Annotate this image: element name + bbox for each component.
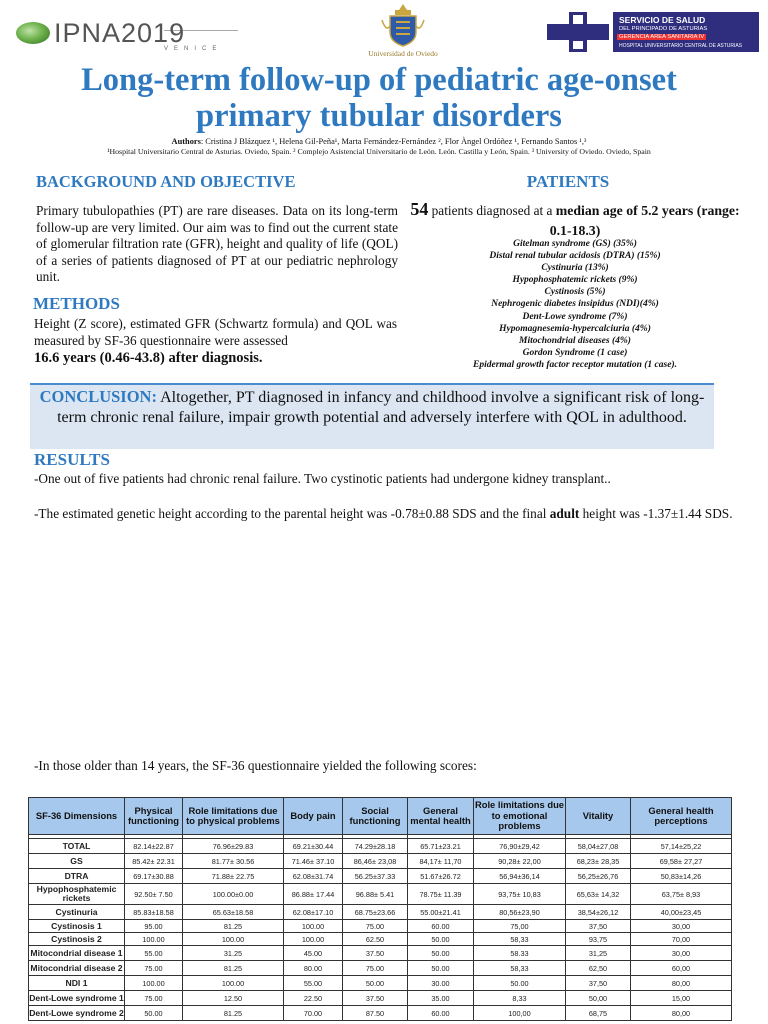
affiliations-line: ¹Hospital Universitario Central de Asturias. Oviedo, Spain. ² Complejo Asistencial Universitario de León. León. Castilla y León, Spain. ³ University of Oviedo. Oviedo, Spain — [107, 147, 651, 156]
diagnosis-item: Dent-Lowe syndrome (7%) — [522, 311, 628, 322]
table-cell: 55.00±21.41 — [408, 905, 474, 920]
results-paragraph-renal: -One out of five patients had chronic renal failure. Two cystinotic patients had undergone kidney transplant.. — [34, 471, 611, 486]
table-cell: 65,63± 14,32 — [566, 884, 631, 905]
table-cell: 69,58± 27,27 — [631, 854, 732, 869]
table-cell: 55.00 — [284, 976, 343, 991]
results-heading: RESULTS — [34, 450, 110, 469]
health-cross-icon — [547, 12, 609, 52]
table-cell: 90,28± 22,00 — [474, 854, 566, 869]
table-cell: 84,17± 11,70 — [408, 854, 474, 869]
diagnosis-item: Gordon Syndrome (1 case) — [522, 347, 628, 358]
table-cell: 81.25 — [183, 1006, 284, 1021]
university-oviedo-logo — [355, 2, 451, 62]
table-header-row — [29, 798, 732, 835]
table-header-cell: Physical functioning — [125, 798, 183, 835]
table-cell: 56.25±37.33 — [343, 869, 408, 884]
results-height-adult: adult — [549, 506, 580, 521]
table-cell: 100.00 — [183, 976, 284, 991]
ipna-2019-logo — [12, 14, 240, 54]
diagnosis-item: Hypomagnesemia-hypercalciuria (4%) — [499, 323, 651, 334]
table-row — [29, 991, 732, 1006]
table-cell: 80.00 — [284, 961, 343, 976]
table-row-label: NDI 1 — [29, 976, 125, 991]
table-cell: 40,00±23,45 — [631, 905, 732, 920]
table-row — [29, 961, 732, 976]
table-cell: 31,25 — [566, 946, 631, 961]
diagnoses-list — [408, 238, 742, 371]
table-header-cell: Body pain — [284, 798, 343, 835]
table-cell: 92.50± 7.50 — [125, 884, 183, 905]
table-cell: 100.00 — [284, 933, 343, 946]
table-cell: 58,33 — [474, 961, 566, 976]
table-cell: 81.25 — [183, 961, 284, 976]
table-cell: 62.08±31.74 — [284, 869, 343, 884]
sespa-logo — [545, 10, 760, 52]
table-row-label: DTRA — [29, 869, 125, 884]
table-header-cell: Role limitations due to physical problems — [183, 798, 284, 835]
table-cell: 69.17±30.88 — [125, 869, 183, 884]
table-header-cell: Social functioning — [343, 798, 408, 835]
results-paragraph-height — [34, 506, 737, 523]
table-row — [29, 976, 732, 991]
table-cell: 50.00 — [408, 961, 474, 976]
table-cell: 56,94±36,14 — [474, 869, 566, 884]
methods-heading: METHODS — [33, 294, 120, 313]
table-cell: 69.21±30.44 — [284, 839, 343, 854]
table-row — [29, 869, 732, 884]
table-cell: 50.00 — [125, 1006, 183, 1021]
background-heading: BACKGROUND AND OBJECTIVE — [36, 172, 296, 191]
table-cell: 50.00 — [474, 976, 566, 991]
sespa-line: SERVICIO DE SALUD — [619, 15, 706, 25]
sespa-line: DEL PRINCIPADO DE ASTURIAS — [619, 26, 708, 32]
ipna-logo-subtext: VENICE — [164, 46, 223, 52]
ipna-logo-text: IPNA2019 — [54, 18, 186, 48]
conclusion-label: CONCLUSION: — [39, 387, 157, 406]
methods-followup-duration: 16.6 years (0.46-43.8) after diagnosis. — [34, 350, 263, 366]
results-height-final: height was -1.37±1.44 SDS. — [579, 506, 733, 521]
table-cell: 45.00 — [284, 946, 343, 961]
table-cell: 50.00 — [408, 933, 474, 946]
table-cell: 87.50 — [343, 1006, 408, 1021]
diagnosis-item: Epidermal growth factor receptor mutation (1 case). — [473, 359, 677, 370]
table-cell: 37,50 — [566, 920, 631, 933]
table-cell: 62,50 — [566, 961, 631, 976]
patients-summary — [408, 199, 742, 241]
table-row-label: TOTAL — [29, 839, 125, 854]
university-caption: Universidad de Oviedo — [368, 49, 438, 58]
table-cell: 60,00 — [631, 961, 732, 976]
table-cell: 74.29±28.18 — [343, 839, 408, 854]
table-cell: 50.00 — [343, 976, 408, 991]
table-header-cell: SF-36 Dimensions — [29, 798, 125, 835]
diagnosis-item: Hypophosphatemic rickets (9%) — [512, 275, 638, 286]
patients-pre-text: patients diagnosed at a — [428, 203, 556, 218]
table-cell: 82.14±22.87 — [125, 839, 183, 854]
table-header-cell: Vitality — [566, 798, 631, 835]
table-cell: 78.75± 11.39 — [408, 884, 474, 905]
table-cell: 62.08±17.10 — [284, 905, 343, 920]
table-cell: 85.83±18.58 — [125, 905, 183, 920]
patients-median-age: median age of 5.2 years (range: 0.1-18.3) — [549, 203, 740, 238]
conclusion-body: Altogether, PT diagnosed in infancy and childhood involve a significant risk of long-term chronic renal failure, impair growth potential and adversely interfere with QOL in adulthood. — [57, 389, 705, 426]
table-cell: 58,04±27,08 — [566, 839, 631, 854]
methods-text: Height (Z score), estimated GFR (Schwartz formula) and QOL was measured by SF-36 questionnaire were assessed — [34, 316, 397, 348]
table-cell: 100.00 — [284, 920, 343, 933]
table-cell: 60.00 — [408, 1006, 474, 1021]
table-cell: 68,75 — [566, 1006, 631, 1021]
table-cell: 50,00 — [566, 991, 631, 1006]
sf36-scores-table — [28, 797, 732, 1021]
table-cell: 75.00 — [343, 961, 408, 976]
table-row — [29, 1006, 732, 1021]
table-cell: 71.46± 37.10 — [284, 854, 343, 869]
table-cell: 81.25 — [183, 920, 284, 933]
authors-label: Authors — [171, 137, 201, 146]
table-header-cell: Role limitations due to emotional problems — [474, 798, 566, 835]
university-crest-icon — [378, 2, 428, 48]
table-row-label: Mitocondrial disease 2 — [29, 961, 125, 976]
patients-heading: PATIENTS — [526, 172, 610, 191]
table-cell: 85.42± 22.31 — [125, 854, 183, 869]
table-cell: 80,00 — [631, 976, 732, 991]
table-row — [29, 854, 732, 869]
table-cell: 75.00 — [125, 991, 183, 1006]
table-cell: 70,00 — [631, 933, 732, 946]
table-row-label: Cystinosis 2 — [29, 933, 125, 946]
table-cell: 58,33 — [474, 933, 566, 946]
table-cell: 60.00 — [408, 920, 474, 933]
table-cell: 68.75±23.66 — [343, 905, 408, 920]
table-cell: 86,46± 23,08 — [343, 854, 408, 869]
poster-title: Long-term follow-up of pediatric age-onset primary tubular disorders — [81, 62, 677, 134]
table-cell: 35.00 — [408, 991, 474, 1006]
table-cell: 93,75± 10,83 — [474, 884, 566, 905]
conclusion-text — [32, 387, 712, 427]
sespa-line: GERENCIA AREA SANITARIA IV — [619, 34, 705, 40]
table-cell: 93,75 — [566, 933, 631, 946]
table-cell: 38,54±26,12 — [566, 905, 631, 920]
table-row — [29, 905, 732, 920]
results-paragraph-sf36: -In those older than 14 years, the SF-36 questionnaire yielded the following scores: — [34, 758, 477, 773]
table-cell: 55.00 — [125, 946, 183, 961]
table-row — [29, 920, 732, 933]
table-cell: 95.00 — [125, 920, 183, 933]
ipna-globe-icon — [16, 22, 50, 44]
diagnosis-item: Mitochondrial diseases (4%) — [519, 335, 631, 346]
table-cell: 30,00 — [631, 920, 732, 933]
table-cell: 31.25 — [183, 946, 284, 961]
table-cell: 15,00 — [631, 991, 732, 1006]
table-cell: 37.50 — [343, 991, 408, 1006]
table-cell: 81.77± 30.56 — [183, 854, 284, 869]
table-cell: 100,00 — [474, 1006, 566, 1021]
table-row-label: Cystinuria — [29, 905, 125, 920]
table-cell: 76,90±29,42 — [474, 839, 566, 854]
table-cell: 80,56±23,90 — [474, 905, 566, 920]
table-cell: 62.50 — [343, 933, 408, 946]
table-row — [29, 946, 732, 961]
table-cell: 75,00 — [474, 920, 566, 933]
table-cell: 86.88± 17.44 — [284, 884, 343, 905]
table-cell: 50,83±14,26 — [631, 869, 732, 884]
background-text: Primary tubulopathies (PT) are rare diseases. Data on its long-term follow-up are very limited. Our aim was to find out the current state of glomerular filtration rate (GFR), height and quality of life (QOL) of a series of patients diagnosed of PT at our pediatric nephrology unit. — [36, 203, 398, 284]
sespa-line: HOSPITAL UNIVERSITARIO CENTRAL DE ASTURIAS — [619, 43, 743, 49]
table-cell: 63,75± 8,93 — [631, 884, 732, 905]
table-cell: 100.00 — [125, 933, 183, 946]
diagnosis-item: Distal renal tubular acidosis (DTRA) (15%) — [489, 251, 661, 262]
table-cell: 51.67±26.72 — [408, 869, 474, 884]
sespa-text-panel — [613, 12, 759, 52]
table-cell: 76.96±29.83 — [183, 839, 284, 854]
table-cell: 96.88± 5.41 — [343, 884, 408, 905]
table-row-label: Dent-Lowe syndrome 1 — [29, 991, 125, 1006]
table-cell: 65.71±23.21 — [408, 839, 474, 854]
table-cell: 58.33 — [474, 946, 566, 961]
table-cell: 80,00 — [631, 1006, 732, 1021]
table-row-label: Dent-Lowe syndrome 2 — [29, 1006, 125, 1021]
table-row-label: GS — [29, 854, 125, 869]
table-cell: 75.00 — [343, 920, 408, 933]
table-row — [29, 839, 732, 854]
table-row-label: Cystinosis 1 — [29, 920, 125, 933]
table-cell: 37,50 — [566, 976, 631, 991]
table-cell: 12.50 — [183, 991, 284, 1006]
table-cell: 37.50 — [343, 946, 408, 961]
table-header-cell: General mental health — [408, 798, 474, 835]
diagnosis-item: Gitelman syndrome (GS) (35%) — [513, 239, 637, 249]
table-row-label: Hypophosphatemic rickets — [29, 884, 125, 905]
table-cell: 56,25±26,76 — [566, 869, 631, 884]
table-cell: 70.00 — [284, 1006, 343, 1021]
table-cell: 30,00 — [631, 946, 732, 961]
table-header-cell: General health perceptions — [631, 798, 732, 835]
table-cell: 100.00 — [183, 933, 284, 946]
table-cell: 57,14±25,22 — [631, 839, 732, 854]
table-cell: 68,23± 28,35 — [566, 854, 631, 869]
table-cell: 65.63±18.58 — [183, 905, 284, 920]
table-row-label: Mitocondrial disease 1 — [29, 946, 125, 961]
authors-line — [20, 137, 738, 147]
results-height-text: -The estimated genetic height according to the parental height was -0.78±0.88 SDS and the final — [34, 506, 550, 521]
table-cell: 100.00 — [125, 976, 183, 991]
diagnosis-item: Cystinosis (5%) — [544, 287, 606, 298]
table-cell: 22.50 — [284, 991, 343, 1006]
table-cell: 100.00±0.00 — [183, 884, 284, 905]
table-cell: 71.88± 22.75 — [183, 869, 284, 884]
table-cell: 75.00 — [125, 961, 183, 976]
table-cell: 50.00 — [408, 946, 474, 961]
table-cell: 30.00 — [408, 976, 474, 991]
table-cell: 8,33 — [474, 991, 566, 1006]
table-row — [29, 933, 732, 946]
table-row — [29, 884, 732, 905]
diagnosis-item: Nephrogenic diabetes insipidus (NDI)(4%) — [491, 299, 659, 310]
patients-count: 54 — [410, 199, 429, 219]
diagnosis-item: Cystinuria (13%) — [541, 263, 609, 274]
authors-names: : Cristina J Blázquez ¹, Helena Gil-Peña¹, Marta Fernández-Fernández ², Flor Àngel Ordóñez ¹, Fernando Santos ¹,³ — [200, 137, 587, 146]
